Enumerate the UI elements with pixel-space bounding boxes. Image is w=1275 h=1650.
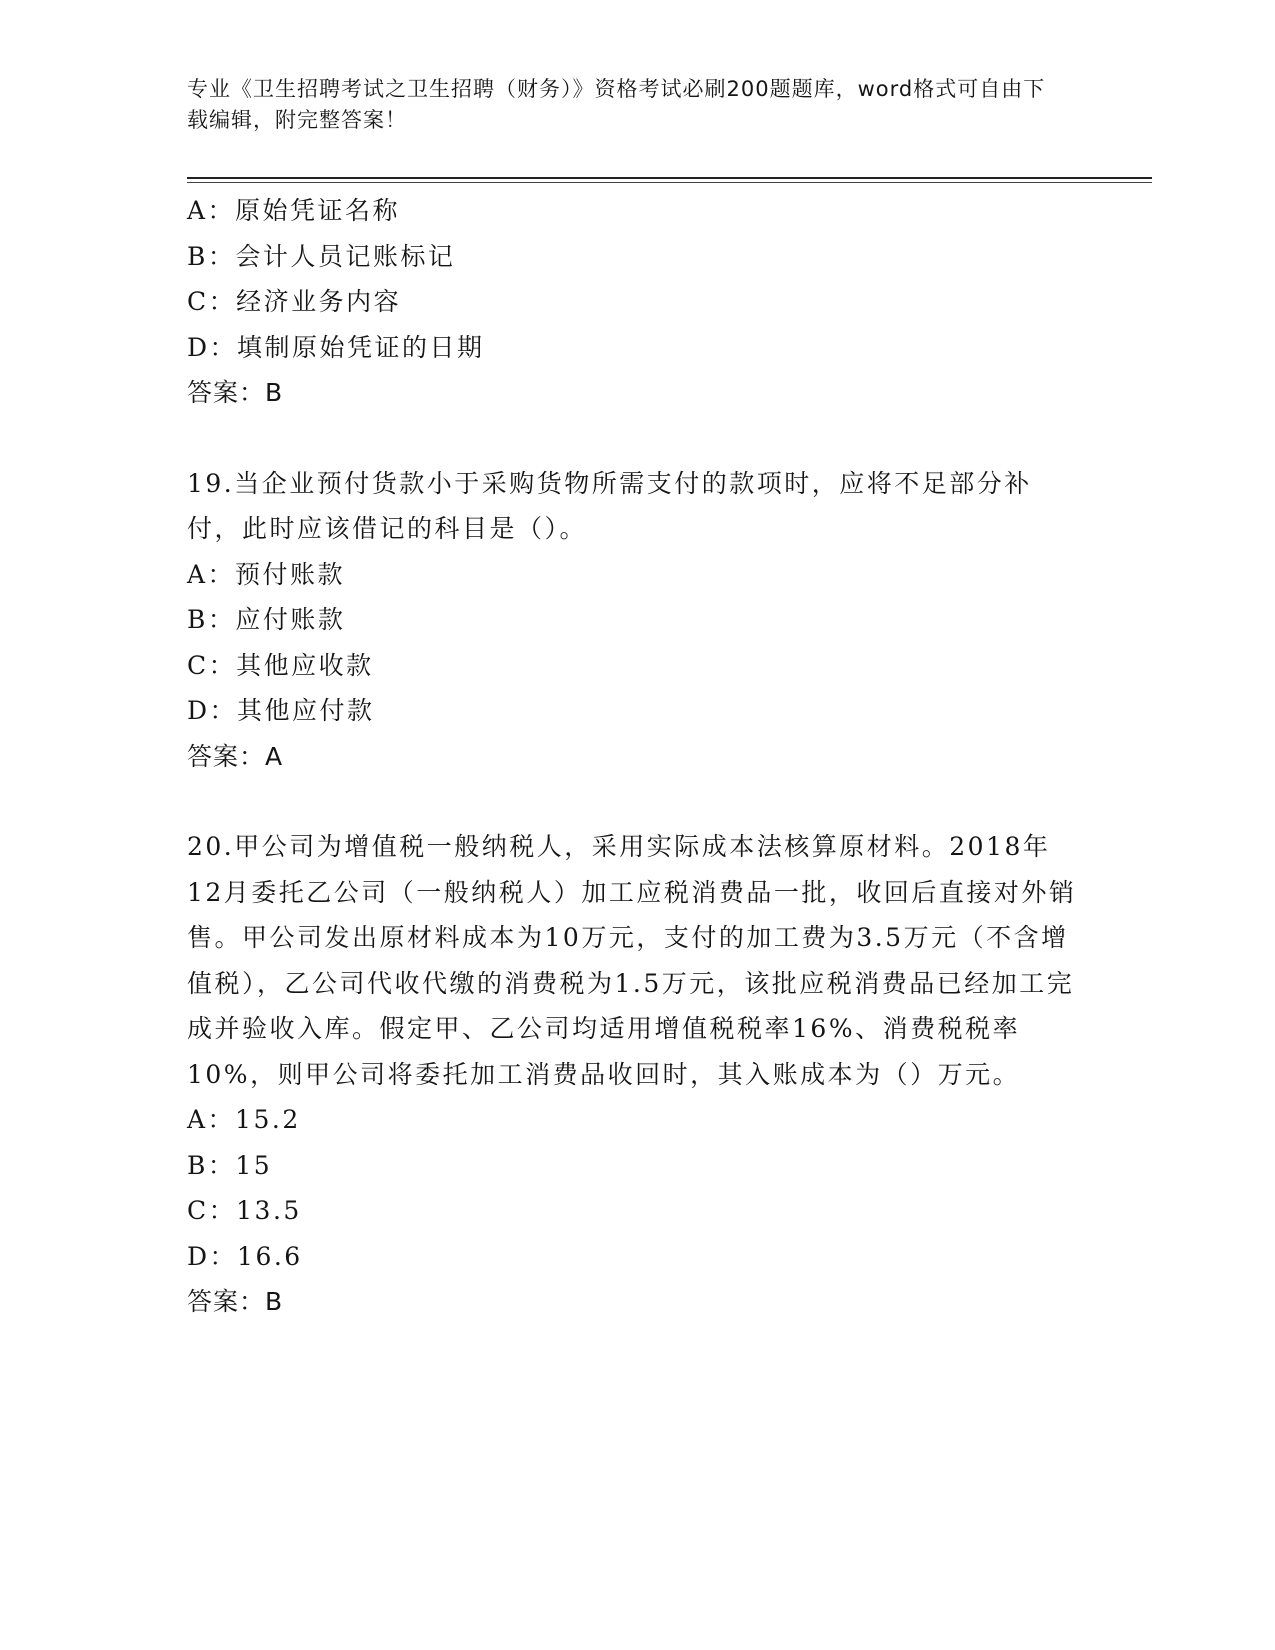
answer-line: 答案：B [187,378,284,407]
option-a: A：15.2 [187,1105,301,1134]
option-a: A：原始凭证名称 [187,196,401,225]
spacer [187,416,1077,461]
option-d: D：16.6 [187,1241,303,1271]
option-b: B：15 [187,1150,273,1180]
previous-question-block [187,188,1077,416]
question-19-block [187,461,1077,780]
option-b: B：应付账款 [187,605,346,634]
option-b: B：会计人员记账标记 [187,241,456,271]
option-d: D：填制原始凭证的日期 [187,332,485,362]
option-c: C：13.5 [187,1196,302,1225]
question-content [187,188,1077,1325]
spacer [187,779,1077,824]
option-c: C：其他应收款 [187,650,374,680]
question-20-text: 20.甲公司为增值税一般纳税人，采用实际成本法核算原材料。2018年12月委托乙公司（一般纳税人）加工应税消费品一批，收回后直接对外销售。甲公司发出原材料成本为10万元，支付的加工费为3.5万元（不含增值税），乙公司代收代缴的消费税为1.5万元，该批应税消费品已经加工完成并验收入库。假定甲、乙公司均适用增值税税率16%、消费税税率10%，则甲公司将委托加工消费品收回时，其入账成本为（）万元。 [187,832,1077,1089]
answer-line: 答案：A [187,741,284,771]
header-rule-thin [187,182,1152,183]
question-19-text: 19.当企业预付货款小于采购货物所需支付的款项时，应将不足部分补付，此时应该借记的科目是（）。 [187,468,1032,543]
answer-line: 答案：B [187,1287,284,1316]
option-d: D：其他应付款 [187,696,375,725]
option-c: C：经济业务内容 [187,287,402,316]
option-a: A：预付账款 [187,559,346,589]
header-rule-thick [187,177,1152,179]
question-20-block [187,824,1077,1325]
document-header: 专业《卫生招聘考试之卫生招聘（财务）》资格考试必刷200题题库，word格式可自由下载编辑，附完整答案！ [187,77,1046,132]
